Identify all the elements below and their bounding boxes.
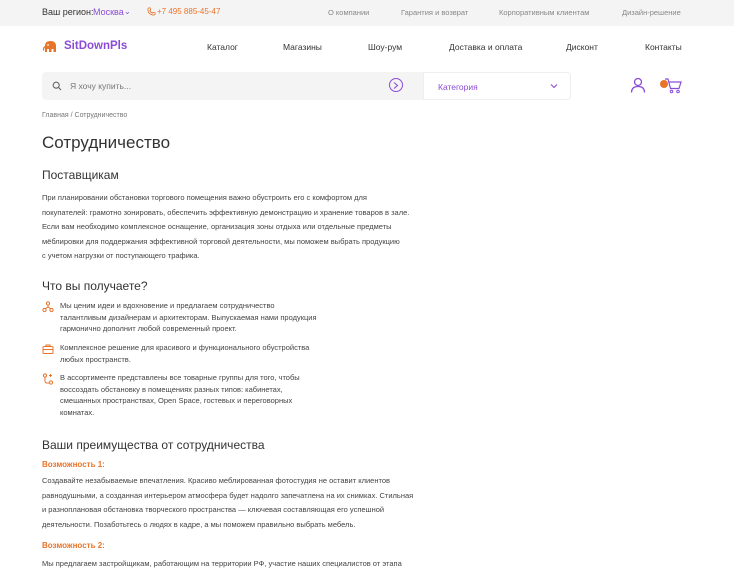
text-line: гармонично дополнит любой современный проект. xyxy=(60,324,237,333)
nav-stores[interactable]: Магазины xyxy=(283,42,322,52)
briefcase-icon xyxy=(42,343,54,355)
possibility-label: Возможность 1: xyxy=(42,460,105,469)
possibility-text xyxy=(42,557,462,572)
nav-catalog[interactable]: Каталог xyxy=(207,42,238,52)
nav-discount[interactable]: Дисконт xyxy=(566,42,598,52)
nav-showroom[interactable]: Шоу-рум xyxy=(368,42,403,52)
design-link[interactable]: Дизайн-решение xyxy=(622,8,681,17)
breadcrumb-separator: / xyxy=(70,112,73,119)
text-line: деятельности. Позаботьтесь о людях в кадре, а мы поможем правильно выбрать мебель. xyxy=(42,519,356,529)
chevron-down-icon xyxy=(550,83,558,89)
category-label: Категория xyxy=(438,82,478,92)
elephant-logo-icon[interactable] xyxy=(42,40,59,54)
breadcrumb-home[interactable]: Главная xyxy=(42,112,69,119)
header xyxy=(0,26,734,72)
text-line: смешанных пространствах, Open Space, гостевых и переговорных xyxy=(60,396,293,405)
top-bar xyxy=(0,0,734,26)
benefits-heading: Что вы получаете? xyxy=(42,279,148,293)
text-line: воссоздать обстановку в помещениях разных типов: кабинетах, xyxy=(60,384,283,394)
phone-icon xyxy=(147,7,156,16)
search-bar xyxy=(42,72,571,100)
phone-link[interactable]: +7 495 885-45-47 xyxy=(157,7,221,16)
nav-delivery[interactable]: Доставка и оплата xyxy=(449,42,523,52)
region-label: Ваш регион: xyxy=(42,7,94,17)
text-line: Мы предлагаем застройщикам, работающим на территории РФ, участие наших специалистов от этапа xyxy=(42,559,402,568)
text-line: талантливым дизайнерам и архитекторам. Выпускаемая нами продукция xyxy=(60,312,317,322)
text-line: равнодушными, а созданная интерьером атмосфера будет надолго запечатлена на их снимках. Стильная xyxy=(42,490,414,500)
text-line: покупателей: грамотно зонировать, обеспечить эффективную демонстрацию и хранение товаров в зале. xyxy=(42,207,410,217)
text-line: мёблировки для поддержания эффективной торговой деятельности, мы поможем выбрать продукцию xyxy=(42,236,400,246)
text-line: Комплексное решение для красивого и функционального обустройства xyxy=(60,343,310,352)
region-selector[interactable]: Москва xyxy=(93,7,124,17)
chevron-down-icon[interactable]: ⌄ xyxy=(124,7,131,16)
possibility-label: Возможность 2: xyxy=(42,541,105,550)
text-line: Мы ценим идеи и вдохновение и предлагаем сотрудничество xyxy=(60,301,275,310)
category-select[interactable] xyxy=(423,72,571,100)
chevron-right-icon xyxy=(393,82,399,89)
text-line: В ассортименте представлены все товарные группы для того, чтобы xyxy=(60,373,300,382)
page-title: Сотрудничество xyxy=(42,133,171,152)
text-line: комнатах. xyxy=(60,407,95,417)
possibility-text xyxy=(42,474,462,532)
text-line: с учетом нагрузки от поступающего трафика. xyxy=(42,251,200,260)
text-line: Создавайте незабываемые впечатления. Красиво меблированная фотостудия не оставит клиентов xyxy=(42,476,390,485)
suppliers-heading: Поставщикам xyxy=(42,168,119,182)
route-icon xyxy=(42,373,54,385)
logo-text[interactable]: SitDownPls xyxy=(64,40,128,52)
search-icon xyxy=(52,81,62,91)
breadcrumb xyxy=(42,112,127,119)
search-input[interactable]: Я хочу купить... xyxy=(70,81,132,91)
suppliers-text xyxy=(42,191,462,264)
text-line: Если вам необходимо комплексное оснащение, организация зоны отдыха или отдельные предметы xyxy=(42,222,392,231)
cart-count-badge xyxy=(660,80,668,88)
warranty-link[interactable]: Гарантия и возврат xyxy=(401,8,469,17)
corporate-link[interactable]: Корпоративным клиентам xyxy=(499,8,590,17)
about-link[interactable]: О компании xyxy=(328,8,370,17)
text-line: любых пространств. xyxy=(60,354,131,364)
nav-contacts[interactable]: Контакты xyxy=(645,42,682,52)
handshake-icon xyxy=(42,301,54,313)
text-line: и разноплановая обстановка творческого пространства — ключевая составляющая его успешной xyxy=(42,505,385,514)
breadcrumb-current: Сотрудничество xyxy=(74,112,128,119)
advantages-heading: Ваши преимущества от сотрудничества xyxy=(42,438,265,452)
user-icon[interactable] xyxy=(630,77,646,93)
text-line: При планировании обстановки торгового помещения важно обустроить его с комфортом для xyxy=(42,193,367,202)
search-submit-button[interactable] xyxy=(389,78,403,92)
